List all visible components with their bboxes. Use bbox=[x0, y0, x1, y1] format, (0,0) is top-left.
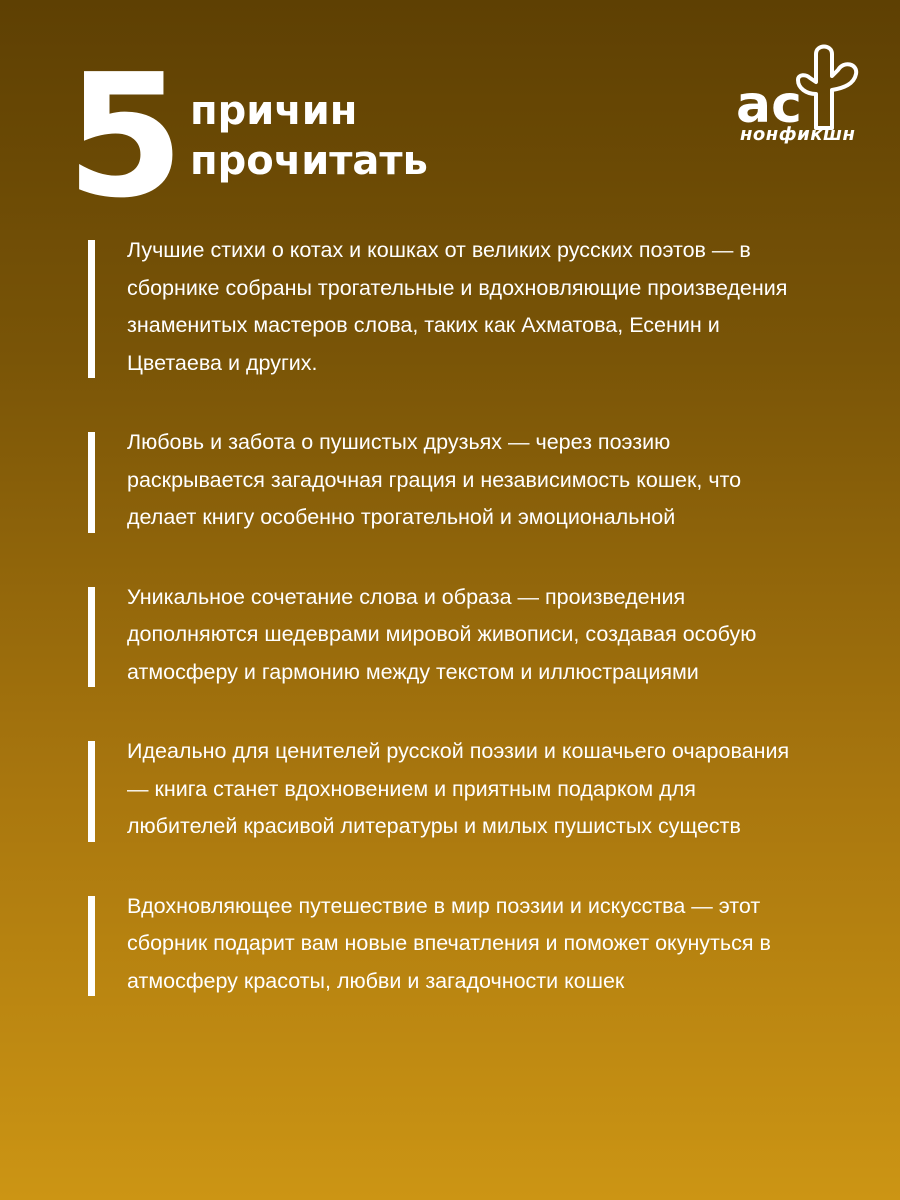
reason-bar bbox=[88, 432, 95, 533]
reason-item-4 bbox=[88, 733, 808, 846]
big-number-five: 5 bbox=[66, 38, 181, 236]
reason-item-2 bbox=[88, 424, 808, 537]
reason-text: Уникальное сочетание слова и образа — произведения дополняются шедеврами мировой живописи, создавая особую атмосферу и гармонию между текстом и иллюстрациями bbox=[127, 584, 757, 684]
reason-bar bbox=[88, 240, 95, 378]
reasons-list bbox=[88, 232, 808, 1042]
logo-subtitle: нонфикшн bbox=[740, 124, 856, 145]
reason-bar bbox=[88, 896, 95, 997]
reason-text: Вдохновляющее путешествие в мир поэзии и искусства — этот сборник подарит вам новые впечатления и поможет окунуться в атмосферу красоты, любви и загадочности кошек bbox=[127, 893, 771, 993]
reason-item-3 bbox=[88, 579, 808, 692]
reason-text: Идеально для ценителей русской поэзии и кошачьего очарования — книга станет вдохновением и приятным подарком для любителей красивой литературы и милых пушистых существ bbox=[127, 739, 790, 838]
title-line-2: прочитать bbox=[190, 138, 428, 184]
reason-text: Лучшие стихи о котах и кошках от великих русских поэтов — в сборнике собраны трогательные и вдохновляющие произведения знаменитых мастеров слова, таких как Ахматова, Есенин и Цветаева и других. bbox=[127, 238, 788, 375]
reason-bar bbox=[88, 587, 95, 688]
reason-text: Любовь и забота о пушистых друзьях — через поэзию раскрывается загадочная грация и независимость кошек, что делает книгу особенно трогательной и эмоциональной bbox=[127, 430, 742, 529]
title-line-1: причин bbox=[190, 88, 358, 134]
page-title bbox=[190, 86, 428, 186]
reason-item-1 bbox=[88, 232, 808, 382]
reason-item-5 bbox=[88, 888, 808, 1001]
header bbox=[0, 0, 900, 236]
reason-bar bbox=[88, 741, 95, 842]
svg-text:ас: ас bbox=[736, 75, 802, 135]
